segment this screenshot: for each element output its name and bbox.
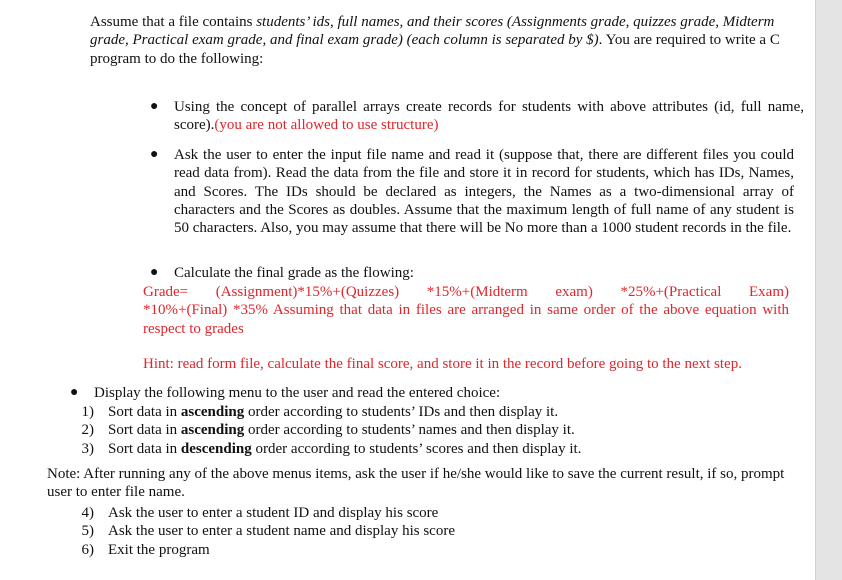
hint-text: Hint: read form file, calculate the final score, and store it in the record before going to the next step. xyxy=(143,356,742,372)
save-result-note: Note: After running any of the above menus items, ask the user if he/she would like to save the current result, if so, prompt user to enter file name. xyxy=(47,466,785,501)
menu-item-emphasis: ascending xyxy=(180,404,245,420)
bullet-icon: ● xyxy=(70,385,79,400)
menu-item-text: order according to students’ scores and then display it. xyxy=(251,440,582,457)
bullet-icon: ● xyxy=(150,147,159,162)
menu-item xyxy=(70,440,710,458)
menu-item-number: 1) xyxy=(81,404,94,420)
menu-item-label xyxy=(108,403,558,421)
menu-item xyxy=(70,541,710,559)
bullet-icon: ● xyxy=(150,265,159,280)
bullet-parallel-arrays-text xyxy=(174,98,804,135)
menu-item-label xyxy=(108,421,575,439)
no-structure-note: (you are not allowed to use structure) xyxy=(214,117,439,134)
intro-text-end: . You are required to write a C program to do the following: xyxy=(90,32,780,67)
menu-item xyxy=(70,421,710,439)
menu-item-emphasis: ascending xyxy=(180,422,245,439)
menu-item xyxy=(70,504,710,522)
read-file-instruction: Ask the user to enter the input file name and read it (suppose that, there are different files you could read data from). Read the data from the file and store it in record for students, which has IDs, Names, and Scores. The IDs should be declared as integers, the Names as a two-dimensional array of characters and the Scores as doubles. Assume that the maximum length of full name of any student is 50 characters. Also, you may assume that there will be No more than a 1000 student records in the file. xyxy=(174,147,794,237)
menu-item-text: Sort data in xyxy=(108,404,181,420)
menu-intro-text: Display the following menu to the user and read the entered choice: xyxy=(94,385,501,401)
menu-item-number: 2) xyxy=(81,422,94,439)
menu-item-label: Exit the program xyxy=(108,541,210,558)
menu-item-emphasis: descending xyxy=(180,440,252,457)
grade-formula xyxy=(143,283,789,338)
intro-file-format: students’ ids, full names, and their scores (Assignments grade, quizzes grade, Midterm grade, Practical exam grade, and final exam grade) (each column is separated by $) xyxy=(90,14,775,49)
menu-item-label: Ask the user to enter a student ID and display his score xyxy=(108,505,439,521)
menu-item-text: order according to students’ names and then display it. xyxy=(244,422,575,439)
menu-item-label: Ask the user to enter a student name and display his score xyxy=(108,523,455,540)
menu-item-text: Sort data in xyxy=(108,422,181,439)
sort-menu-list xyxy=(70,403,710,458)
vertical-scrollbar[interactable] xyxy=(815,0,842,580)
final-grade-instruction: Calculate the final grade as the flowing: xyxy=(174,265,414,281)
grade-formula-line-2: *10%+(Final) *35% Assuming that data in files are arranged in same order of the above equation with respect to grades xyxy=(143,302,789,337)
bullet-icon: ● xyxy=(150,99,159,114)
search-menu-list xyxy=(70,504,710,559)
grade-formula-line-1: Grade= (Assignment)*15%+(Quizzes) *15%+(Midterm exam) *25%+(Practical Exam) xyxy=(143,284,789,300)
menu-item-number: 6) xyxy=(81,541,94,558)
menu-item-text: Sort data in xyxy=(108,440,181,457)
menu-item xyxy=(70,522,710,540)
intro-text-start: Assume that a file contains xyxy=(90,14,257,30)
intro-paragraph xyxy=(90,13,780,68)
menu-item xyxy=(70,403,710,421)
menu-item-number: 3) xyxy=(81,440,94,457)
menu-item-label xyxy=(108,440,581,458)
parallel-arrays-instruction: Using the concept of parallel arrays create records for students with above attributes (id, full name, score). xyxy=(174,99,804,134)
menu-item-number: 5) xyxy=(81,523,94,540)
menu-item-number: 4) xyxy=(81,505,94,521)
menu-item-text: order according to students’ IDs and then display it. xyxy=(244,404,559,420)
